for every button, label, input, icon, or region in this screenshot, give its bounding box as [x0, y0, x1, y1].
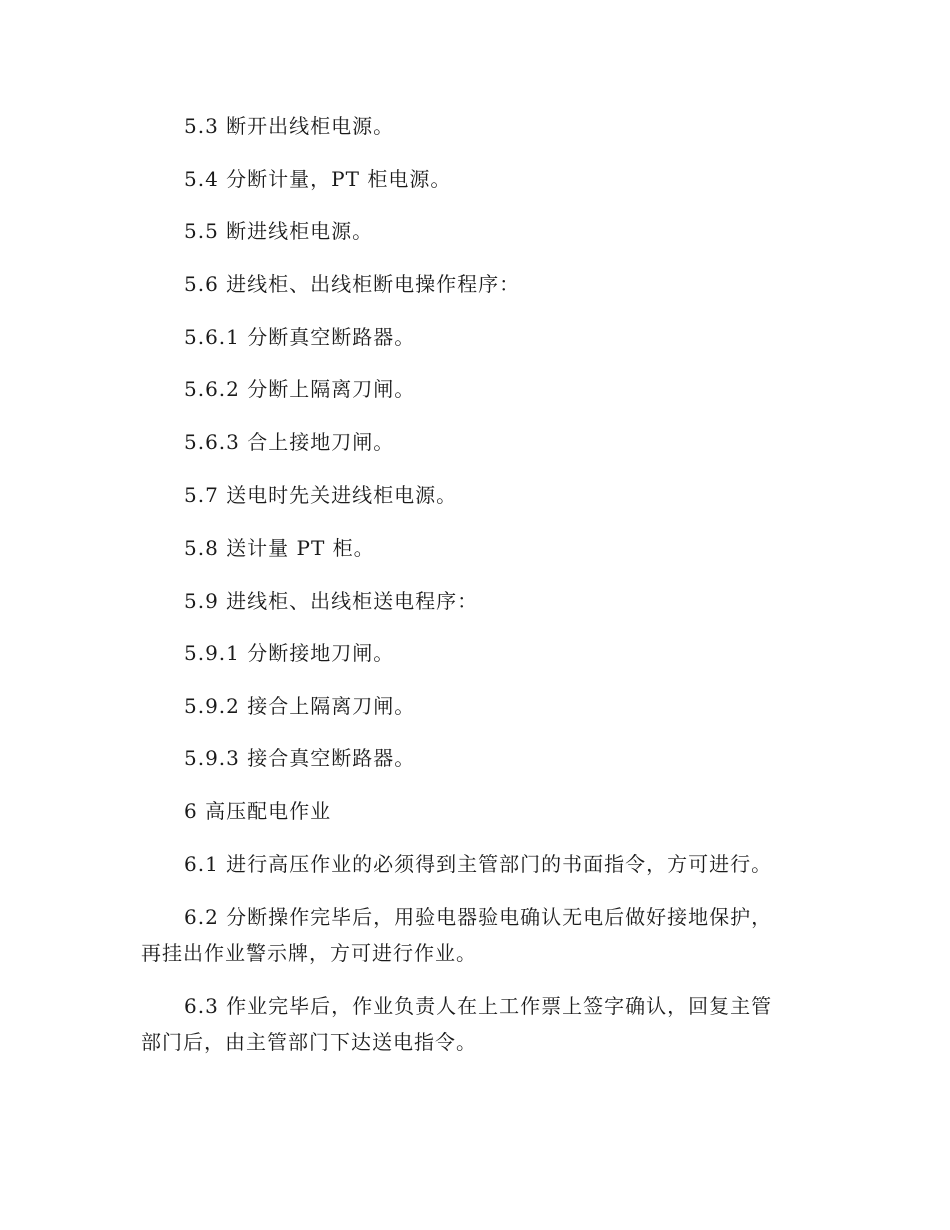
step-5-3: 5.3 断开出线柜电源。 — [184, 114, 395, 138]
step-6-3-line-1: 6.3 作业完毕后，作业负责人在上工作票上签字确认，回复主管 — [184, 994, 773, 1018]
step-5-6-3: 5.6.3 合上接地刀闸。 — [184, 430, 395, 454]
step-5-9: 5.9 进线柜、出线柜送电程序： — [184, 589, 479, 613]
step-6-1: 6.1 进行高压作业的必须得到主管部门的书面指令，方可进行。 — [184, 852, 773, 876]
step-5-9-3: 5.9.3 接合真空断路器。 — [184, 746, 416, 770]
step-5-6: 5.6 进线柜、出线柜断电操作程序： — [184, 272, 521, 296]
step-5-9-1: 5.9.1 分断接地刀闸。 — [184, 641, 395, 665]
step-6-2-line-1: 6.2 分断操作完毕后，用验电器验电确认无电后做好接地保护， — [184, 905, 773, 929]
step-5-5: 5.5 断进线柜电源。 — [184, 219, 374, 243]
step-5-9-2: 5.9.2 接合上隔离刀闸。 — [184, 694, 416, 718]
step-5-4: 5.4 分断计量，PT 柜电源。 — [184, 167, 452, 191]
step-6-2-line-2: 再挂出作业警示牌，方可进行作业。 — [141, 941, 477, 965]
step-5-8: 5.8 送计量 PT 柜。 — [184, 536, 375, 560]
step-5-6-2: 5.6.2 分断上隔离刀闸。 — [184, 377, 416, 401]
step-5-6-1: 5.6.1 分断真空断路器。 — [184, 325, 416, 349]
section-6-heading: 6 高压配电作业 — [184, 799, 332, 823]
step-6-3-line-2: 部门后，由主管部门下达送电指令。 — [141, 1030, 477, 1054]
step-5-7: 5.7 送电时先关进线柜电源。 — [184, 483, 458, 507]
